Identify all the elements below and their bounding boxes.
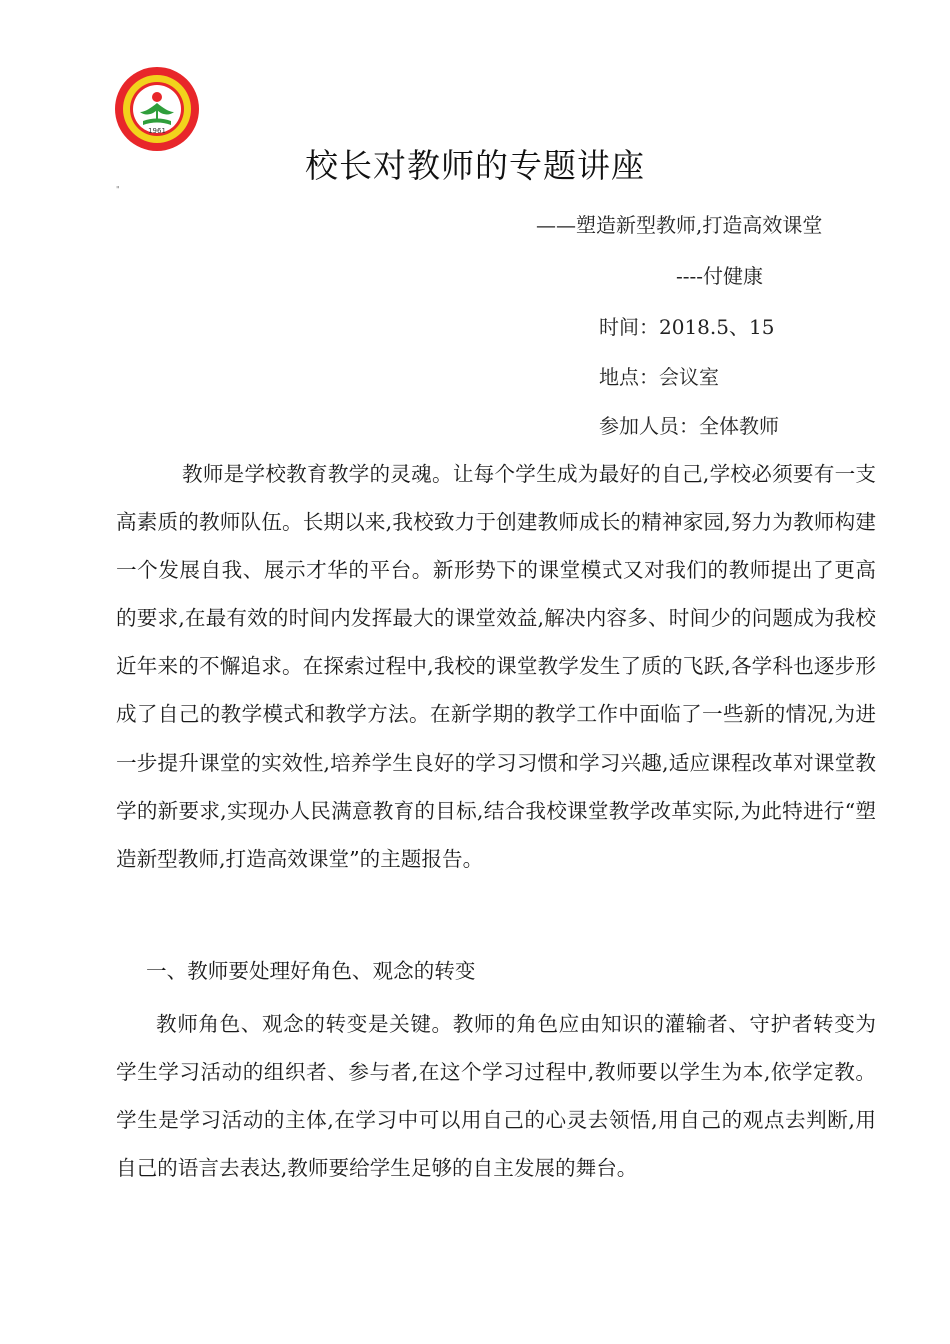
time-line: 时间：2018.5、15 <box>599 315 775 339</box>
intro-paragraph: 教师是学校教育教学的灵魂。让每个学生成为最好的自己,学校必须要有一支高素质的教师队伍。长期以来,我校致力于创建教师成长的精神家园,努力为教师构建一个发展自我、展示才华的平台。新形势下的课堂模式又对我们的教师提出了更高的要求,在最有效的时间内发挥最大的课堂效益,解决内容多、时间少的问题成为我校近年来的不懈追求。在探索过程中,我校的课堂教学发生了质的飞跃,各学科也逐步形成了自己的教学模式和教学方法。在新学期的教学工作中面临了一些新的情况,为进一步提升课堂的实效性,培养学生良好的学习习惯和学习兴趣,适应课程改革对课堂教学的新要求,实现办人民满意教育的目标,结合我校课堂教学改革实际,为此特进行“塑造新型教师,打造高效课堂”的主题报告。 <box>116 462 876 871</box>
document-title: 校长对教师的专题讲座 <box>305 146 645 185</box>
place-line: 地点：会议室 <box>599 365 719 389</box>
svg-text:1961: 1961 <box>148 127 166 135</box>
section-heading-1: 一、教师要处理好角色、观念的转变 <box>146 959 476 983</box>
section1-paragraph: 教师角色、观念的转变是关键。教师的角色应由知识的灌输者、守护者转变为学生学习活动的组织者、参与者,在这个学习过程中,教师要以学生为本,依学定教。学生是学习活动的主体,在学习中可以用自己的心灵去领悟,用自己的观点去判断,用自己的语言去表达,教师要给学生足够的自主发展的舞台。 <box>116 1012 876 1181</box>
stray-mark: " <box>116 185 120 194</box>
author-line: ----付健康 <box>676 264 764 288</box>
document-subtitle: ——塑造新型教师,打造高效课堂 <box>536 213 823 237</box>
attendees-line: 参加人员：全体教师 <box>599 414 779 438</box>
